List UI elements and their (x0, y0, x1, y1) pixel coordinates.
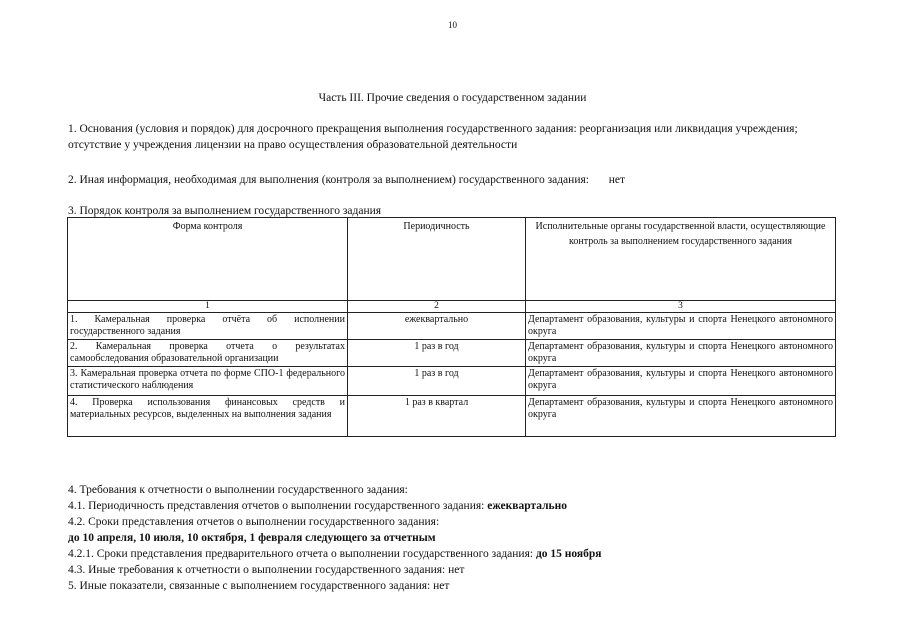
section-4-3: 4.3. Иные требования к отчетности о выполнении государственного задания: нет (68, 564, 465, 576)
cell-authority: Департамент образования, культуры и спорта Ненецкого автономного округа (526, 367, 836, 396)
table-row (68, 396, 836, 437)
header-authority: Исполнительные органы государственной власти, осуществляющие контроль за выполнением государственного задания (526, 218, 836, 301)
column-number: 1 (68, 301, 348, 313)
header-form: Форма контроля (68, 218, 348, 301)
table-row (68, 367, 836, 396)
control-table (67, 217, 836, 437)
section-4-2-1 (68, 546, 602, 562)
section-2 (68, 172, 625, 188)
page-number: 10 (448, 20, 457, 30)
cell-period: 1 раз в год (348, 367, 526, 396)
cell-form: 1. Камеральная проверка отчёта об исполнении государственного задания (68, 313, 348, 340)
section-4-2-1-value: до 15 ноября (535, 548, 602, 560)
section-4-title: 4. Требования к отчетности о выполнении государственного задания: (68, 484, 408, 496)
table-row (68, 340, 836, 367)
table-header-row (68, 218, 836, 301)
table-row (68, 313, 836, 340)
section-1-text: 1. Основания (условия и порядок) для досрочного прекращения выполнения государственного задания: реорганизация или ликвидация учреждения; отсутствие у учреждения лицензии на право осуществления образовательной деятельности (68, 123, 798, 151)
section-4-2-1-label: 4.2.1. Сроки представления предварительного отчета о выполнении государственного задания: (68, 548, 534, 560)
cell-period: ежеквартально (348, 313, 526, 340)
section-4-1-value: ежеквартально (487, 500, 567, 512)
section-4-1 (68, 498, 567, 514)
section-4-1-label: 4.1. Периодичность представления отчетов о выполнении государственного задания: (68, 500, 485, 512)
column-number: 3 (526, 301, 836, 313)
section-4-2-dates: до 10 апреля, 10 июля, 10 октября, 1 февраля следующего за отчетным (68, 532, 436, 544)
section-2-value: нет (608, 174, 626, 186)
cell-period: 1 раз в квартал (348, 396, 526, 437)
cell-authority: Департамент образования, культуры и спорта Ненецкого автономного округа (526, 340, 836, 367)
header-period: Периодичность (348, 218, 526, 301)
cell-form: 3. Камеральная проверка отчета по форме СПО-1 федерального статистического наблюдения (68, 367, 348, 396)
table-number-row (68, 301, 836, 313)
section-4-2-value (68, 530, 436, 546)
section-2-label: 2. Иная информация, необходимая для выполнения (контроля за выполнением) государственного задания: (68, 174, 589, 186)
section-3-title: 3. Порядок контроля за выполнением государственного задания (68, 205, 382, 217)
section-4-2-label: 4.2. Сроки представления отчетов о выполнении государственного задания: (68, 516, 440, 528)
cell-period: 1 раз в год (348, 340, 526, 367)
column-number: 2 (348, 301, 526, 313)
part-title: Часть III. Прочие сведения о государственном задании (318, 92, 587, 104)
cell-authority: Департамент образования, культуры и спорта Ненецкого автономного округа (526, 313, 836, 340)
section-5: 5. Иные показатели, связанные с выполнением государственного задания: нет (68, 580, 450, 592)
cell-authority: Департамент образования, культуры и спорта Ненецкого автономного округа (526, 396, 836, 437)
cell-form: 2. Камеральная проверка отчета о результатах самообследования образовательной организации (68, 340, 348, 367)
cell-form: 4. Проверка использования финансовых средств и материальных ресурсов, выделенных на выполнения задания (68, 396, 348, 437)
